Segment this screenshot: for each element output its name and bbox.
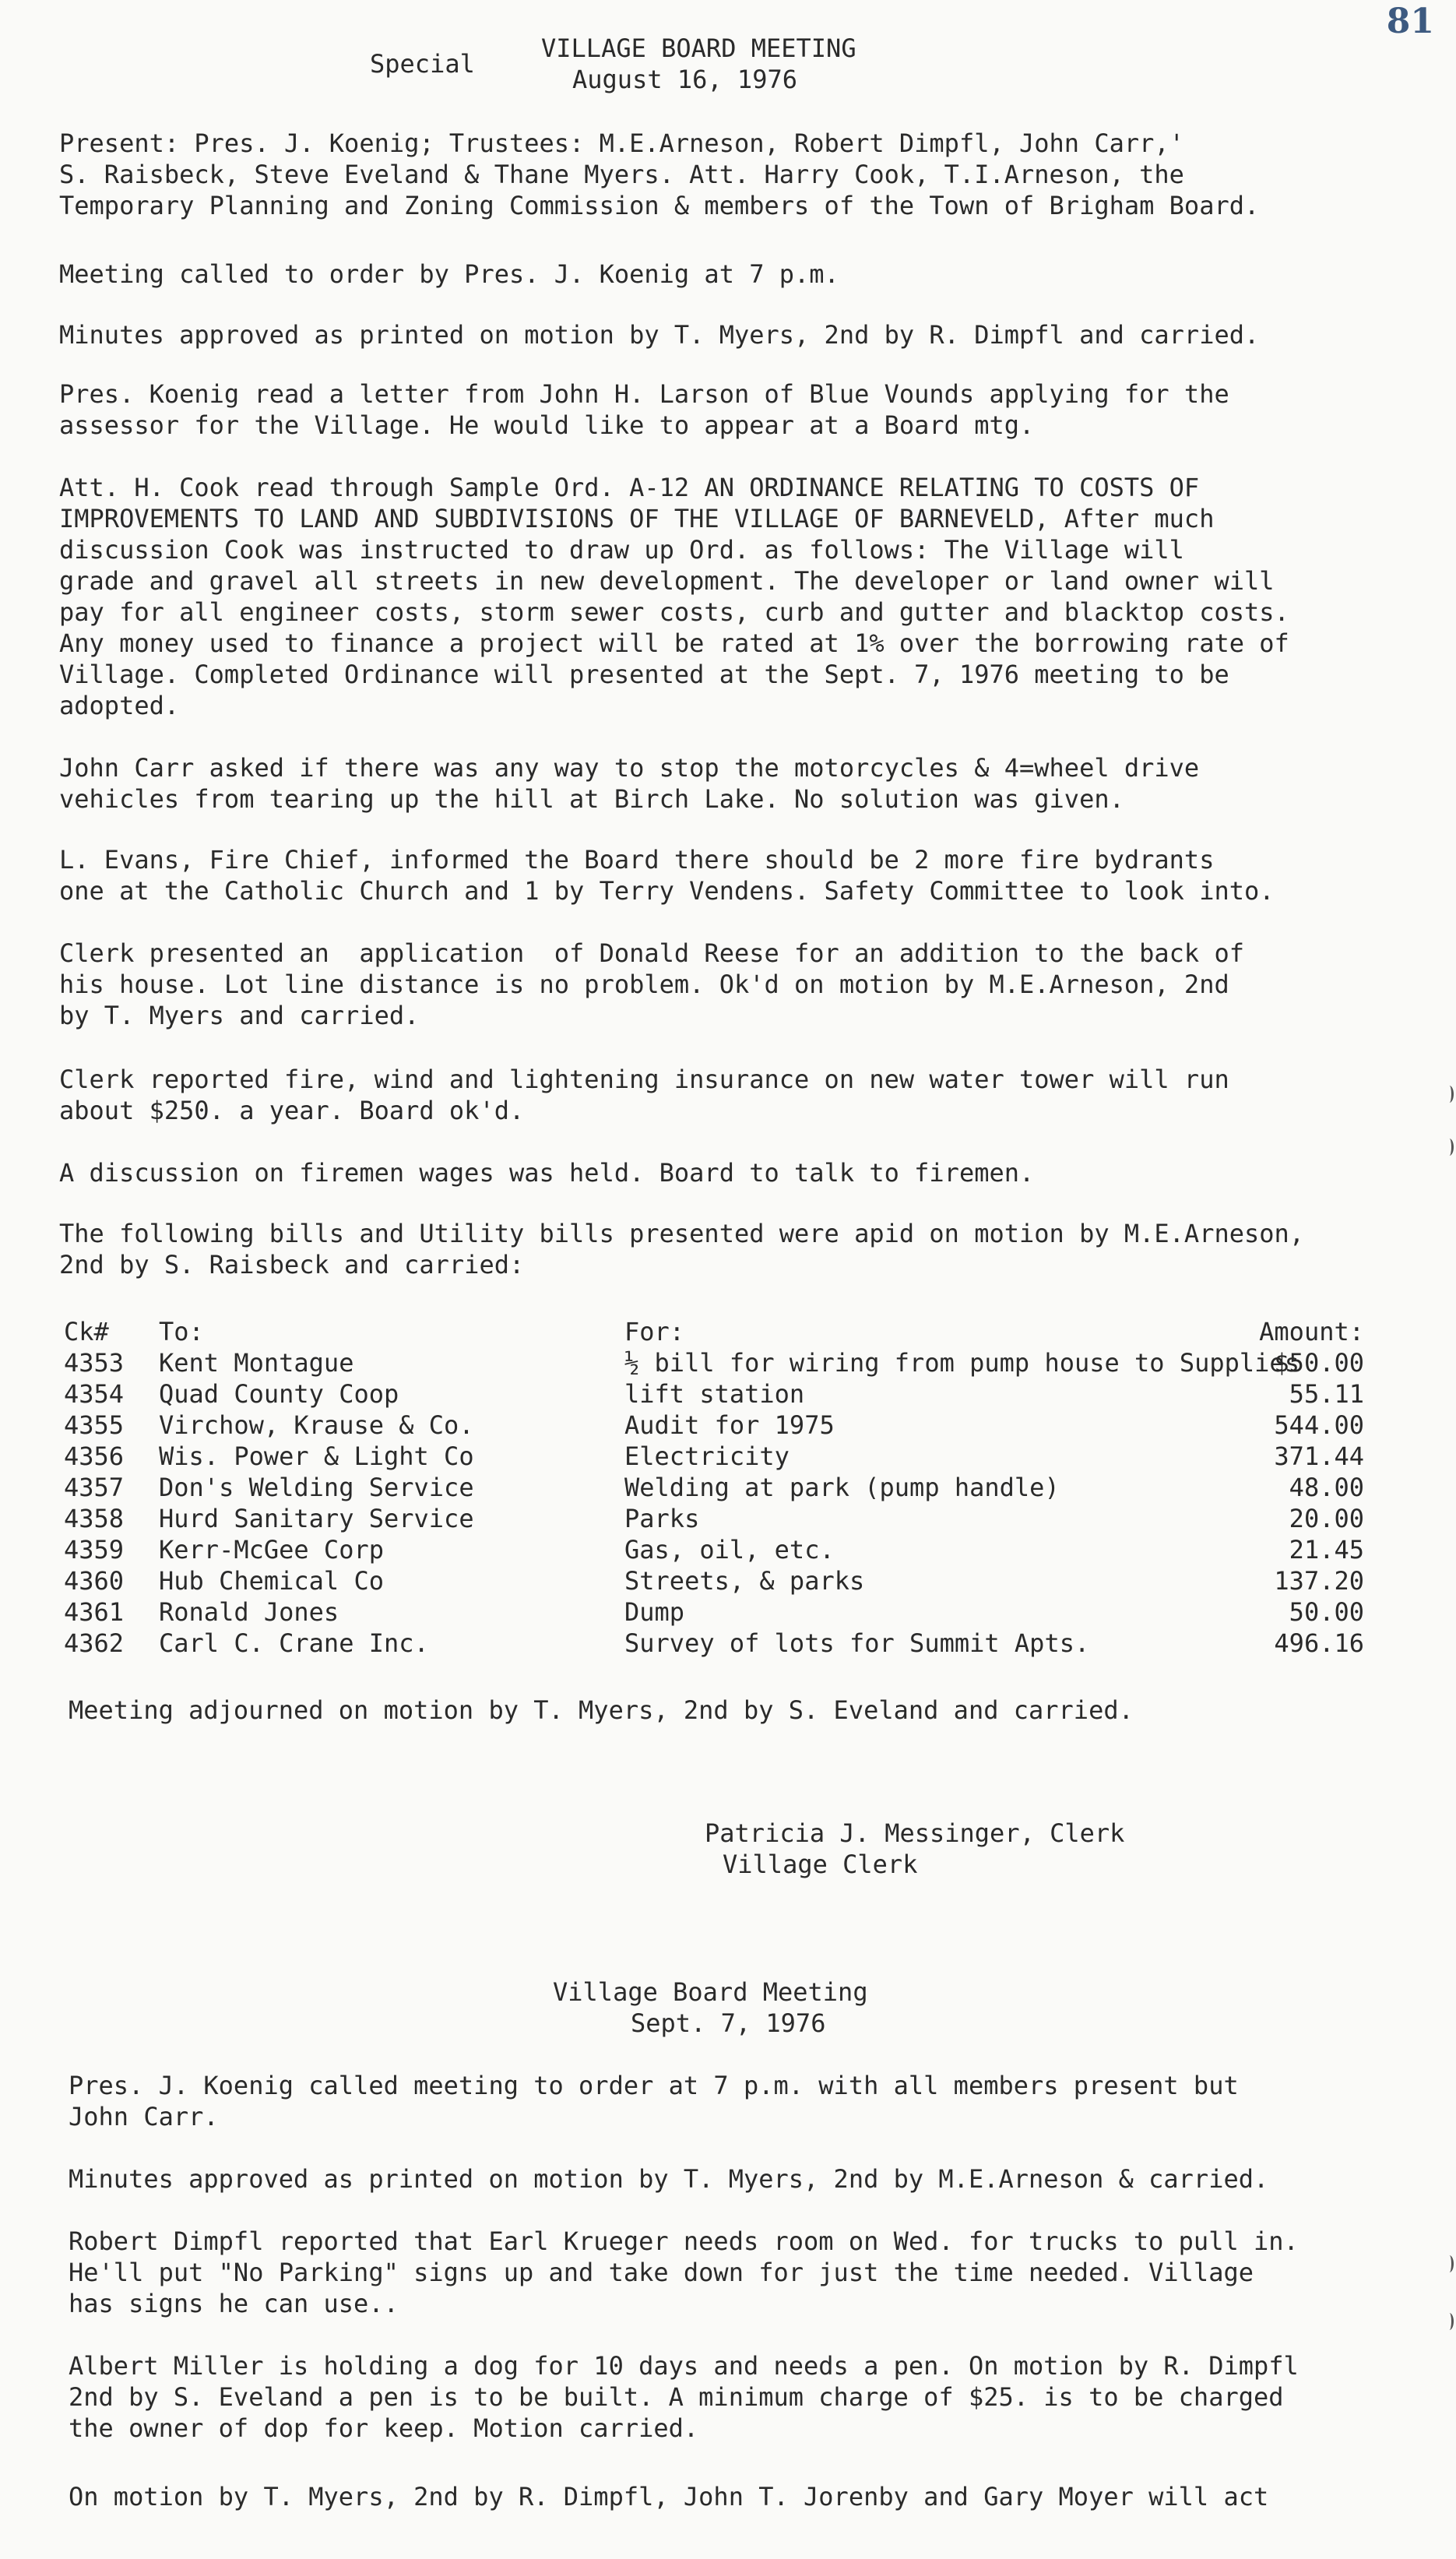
amount: 371.44 — [1274, 1441, 1364, 1471]
payee: Wis. Power & Light Co — [159, 1441, 474, 1471]
payee: Ronald Jones — [159, 1597, 339, 1627]
ordinance-paragraph: Att. H. Cook read through Sample Ord. A-12 AN ORDINANCE RELATING TO COSTS OF IMPROVEMENTS TO LAND AND SUBDIVISIONS OF THE VILLAGE OF BARNEVELD, After much discussion Cook was instructed to draw up Ord. as follows: The Village will grade and gravel all streets in new development. The developer or land owner will pay for all engineer costs, storm sewer costs, curb and gutter and blacktop costs. Any money used to finance a project will be rated at 1% over the borrowing rate of Village. Completed Ordinance will presented at the Sept. 7, 1976 meeting to be adopted. — [59, 473, 1289, 720]
check-number: 4362 — [64, 1628, 125, 1658]
second-minutes-paragraph: Minutes approved as printed on motion by T. Myers, 2nd by M.E.Arneson & carried. — [69, 2164, 1269, 2194]
table-row — [64, 1534, 1387, 1565]
purpose: Welding at park (pump handle) — [624, 1473, 1060, 1502]
purpose: Gas, oil, etc. — [624, 1535, 835, 1565]
check-number: 4354 — [64, 1379, 125, 1409]
clerk-signature: Patricia J. Messinger, Clerk — [705, 1818, 1125, 1848]
attendance-paragraph: Present: Pres. J. Koenig; Trustees: M.E.Arneson, Robert Dimpfl, John Carr,' S. Raisbeck, Steve Eveland & Thane Myers. Att. Harry Cook, T.I.Arneson, the Temporary Planning and Zoning Commission & members of the Town of Brigham Board. — [59, 128, 1260, 220]
purpose: Streets, & parks — [624, 1566, 865, 1596]
check-number: 4360 — [64, 1566, 125, 1596]
fire-hydrants-paragraph: L. Evans, Fire Chief, informed the Board there should be 2 more fire bydrants one at the Catholic Church and 1 by Terry Vendens. Safety Committee to look into. — [59, 845, 1275, 906]
payee: Kerr-McGee Corp — [159, 1535, 384, 1565]
margin-mark — [1445, 1134, 1456, 1165]
call-to-order-paragraph: Meeting called to order by Pres. J. Koenig at 7 p.m. — [59, 259, 839, 289]
ck-header: Ck# — [64, 1317, 109, 1346]
table-row — [64, 1596, 1387, 1628]
dog-pen-paragraph: Albert Miller is holding a dog for 10 days and needs a pen. On motion by R. Dimpfl 2nd by S. Eveland a pen is to be built. A minimum charge of $25. is to be charged the owner of dop for keep. Motion carried. — [69, 2351, 1299, 2443]
bills-intro-paragraph: The following bills and Utility bills presented were apid on motion by M.E.Arneson, 2nd by S. Raisbeck and carried: — [59, 1219, 1305, 1280]
amount: 137.20 — [1274, 1566, 1364, 1596]
second-meeting-date: Sept. 7, 1976 — [631, 2008, 826, 2038]
purpose: Dump — [624, 1597, 685, 1627]
for-header: For: — [624, 1317, 685, 1346]
table-row — [64, 1503, 1387, 1534]
margin-mark — [1445, 2251, 1456, 2282]
amount: 48.00 — [1289, 1473, 1364, 1502]
special-label: Special — [370, 49, 475, 79]
to-header: To: — [159, 1317, 204, 1346]
table-row — [64, 1410, 1387, 1441]
table-row — [64, 1472, 1387, 1503]
purpose: Electricity — [624, 1441, 790, 1471]
reese-application-paragraph: Clerk presented an application of Donald Reese for an addition to the back of his house. Lot line distance is no problem. Ok'd on motion by M.E.Arneson, 2nd by T. Myers and carried. — [59, 938, 1244, 1030]
margin-mark — [1445, 1081, 1456, 1112]
table-row — [64, 1347, 1387, 1378]
payee: Hub Chemical Co — [159, 1566, 384, 1596]
amount: $50.00 — [1274, 1348, 1364, 1378]
purpose: Parks — [624, 1504, 700, 1533]
check-number: 4357 — [64, 1473, 125, 1502]
purpose: ½ bill for wiring from pump house to Supplies — [624, 1348, 1299, 1378]
check-number: 4361 — [64, 1597, 125, 1627]
table-row — [64, 1565, 1387, 1596]
amount-header: Amount: — [1259, 1317, 1364, 1346]
payee: Carl C. Crane Inc. — [159, 1628, 429, 1658]
meeting-title: VILLAGE BOARD MEETING — [541, 33, 856, 63]
amount: 50.00 — [1289, 1597, 1364, 1627]
margin-mark — [1445, 2308, 1456, 2339]
check-number: 4355 — [64, 1410, 125, 1440]
purpose: lift station — [624, 1379, 805, 1409]
bills-table — [64, 1316, 1387, 1659]
payee: Virchow, Krause & Co. — [159, 1410, 474, 1440]
table-row — [64, 1441, 1387, 1472]
second-call-to-order-paragraph: Pres. J. Koenig called meeting to order at 7 p.m. with all members present but John Carr. — [69, 2071, 1239, 2131]
clerk-title: Village Clerk — [723, 1850, 918, 1879]
meeting-date: August 16, 1976 — [572, 65, 797, 94]
table-row — [64, 1628, 1387, 1659]
check-number: 4356 — [64, 1441, 125, 1471]
page-number: 81 — [1386, 2, 1434, 41]
firemen-wages-paragraph: A discussion on firemen wages was held. Board to talk to firemen. — [59, 1158, 1035, 1188]
second-meeting-title: Village Board Meeting — [553, 1977, 868, 2007]
adjournment-paragraph: Meeting adjourned on motion by T. Myers, 2nd by S. Eveland and carried. — [69, 1695, 1134, 1725]
purpose: Survey of lots for Summit Apts. — [624, 1628, 1090, 1658]
check-number: 4353 — [64, 1348, 125, 1378]
payee: Hurd Sanitary Service — [159, 1504, 474, 1533]
insurance-paragraph: Clerk reported fire, wind and lightening insurance on new water tower will run about $250. a year. Board ok'd. — [59, 1065, 1229, 1125]
check-number: 4359 — [64, 1535, 125, 1565]
amount: 496.16 — [1274, 1628, 1364, 1658]
bills-header-row — [64, 1316, 1387, 1347]
payee: Quad County Coop — [159, 1379, 399, 1409]
payee: Kent Montague — [159, 1348, 354, 1378]
check-number: 4358 — [64, 1504, 125, 1533]
motorcycles-paragraph: John Carr asked if there was any way to stop the motorcycles & 4=wheel drive vehicles from tearing up the hill at Birch Lake. No solution was given. — [59, 753, 1200, 814]
purpose: Audit for 1975 — [624, 1410, 835, 1440]
amount: 544.00 — [1274, 1410, 1364, 1440]
no-parking-paragraph: Robert Dimpfl reported that Earl Krueger needs room on Wed. for trucks to pull in. He'll put "No Parking" signs up and take down for just the time needed. Village has signs he can use.. — [69, 2226, 1299, 2318]
table-row — [64, 1378, 1387, 1410]
amount: 55.11 — [1289, 1379, 1364, 1409]
appointment-paragraph: On motion by T. Myers, 2nd by R. Dimpfl, John T. Jorenby and Gary Moyer will act — [69, 2482, 1269, 2511]
assessor-letter-paragraph: Pres. Koenig read a letter from John H. Larson of Blue Vounds applying for the assessor for the Village. He would like to appear at a Board mtg. — [59, 379, 1229, 440]
minutes-paragraph: Minutes approved as printed on motion by T. Myers, 2nd by R. Dimpfl and carried. — [59, 320, 1260, 350]
amount: 20.00 — [1289, 1504, 1364, 1533]
payee: Don's Welding Service — [159, 1473, 474, 1502]
amount: 21.45 — [1289, 1535, 1364, 1565]
